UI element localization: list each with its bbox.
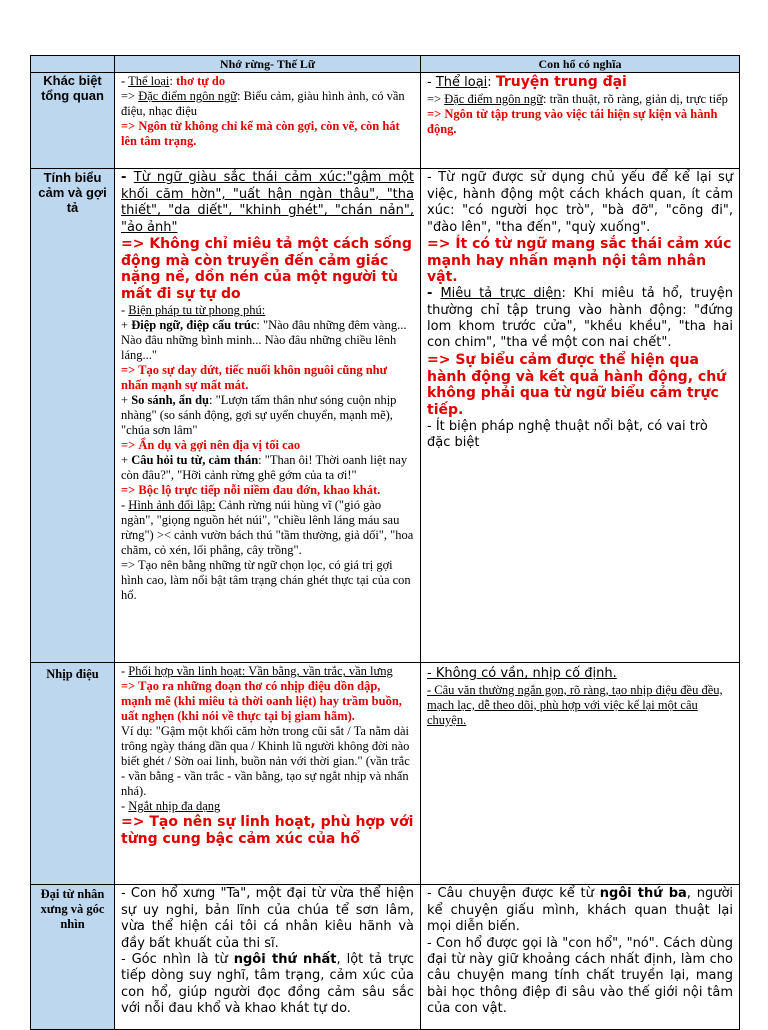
genre-value: Truyện trung đại <box>495 74 627 91</box>
body-text: : Khi miêu tả hổ, truyện thường chỉ tập trung vào hành động: "đứng lom khom trước cửa", "khều khều", "tha hai con chim", "tha về một con nai chết". <box>427 286 733 351</box>
body-text: : "Nào đâu những đêm vàng... Nào đâu những bình minh... Nào đâu những chiều lênh láng..." <box>121 318 407 363</box>
prefix: - <box>121 664 129 679</box>
expressiveness-left-cell <box>115 169 421 663</box>
genre-line-left <box>121 74 414 89</box>
no-rhyme-line: - Không có vần, nhịp cố định. <box>427 666 617 682</box>
heading-text: Biện pháp tu từ phong phú: <box>128 303 266 318</box>
style-prefix: => <box>121 89 139 104</box>
prefix: - <box>121 498 129 513</box>
header-col1: Nhớ rừng- Thế Lữ <box>115 56 421 73</box>
viewpoint-paragraph <box>121 952 414 1018</box>
style-value: : trần thuật, rõ ràng, giản dị, trực tiếp <box>543 92 728 107</box>
heading-text: Miêu tả trực diện <box>440 286 562 302</box>
repetition-conclusion: => Tạo sự day dứt, tiếc nuối khôn nguôi cũng như nhấn mạnh sự mất mát. <box>121 363 388 393</box>
overview-left-cell <box>115 73 421 169</box>
bold-term: Điệp ngữ, điệp cấu trúc <box>131 318 257 333</box>
body-text: Cảnh rừng núi hùng vĩ ("gió gào ngàn", "giọng nguồn hét núi", "chiều lênh láng máu sau rừng") >< cảnh vườn bách thú "tầm thường, giả dối", "hoa chăm, cỏ xén, lối phẳng, cây trồng". <box>121 498 414 558</box>
address-paragraph: - Con hổ được gọi là "con hổ", "nó". Cách dùng đại từ này giữ khoảng cách nhất định, làm cho câu chuyện mang tính chất truyền lại, mang bài học thông điệp đi sâu vào thế giới nội tâm của con vật. <box>427 935 733 1017</box>
narration-conclusion: => Ít có từ ngữ mang sắc thái cảm xúc mạnh hay nhấn mạnh nội tâm nhân vật. <box>427 235 732 286</box>
style-key: Đặc điểm ngôn ngữ <box>138 89 238 104</box>
narrator-paragraph <box>427 886 733 935</box>
prefix: + <box>121 453 132 468</box>
style-line-left <box>121 89 414 119</box>
prefix: + <box>121 318 132 333</box>
conclusion-right: => Ngôn từ tập trung vào việc tái hiện sự kiện và hành động. <box>427 107 718 137</box>
expressiveness-right-cell <box>421 169 740 663</box>
vocab-paragraph <box>121 170 414 236</box>
style-line-right <box>427 92 733 107</box>
sentence-rhythm-line: - Câu văn thường ngắn gọn, rõ ràng, tạo nhịp điệu đều đều, mạch lạc, dễ theo dõi, phù hợp với việc kể lại một câu chuyện. <box>427 682 723 727</box>
rhetorical-question-conclusion: => Bộc lộ trực tiếp nỗi niềm đau đớn, khao khát. <box>121 483 381 498</box>
conclusion-left: => Ngôn từ không chỉ kể mà còn gợi, còn vẽ, còn hát lên tâm trạng. <box>121 119 400 149</box>
heading-text: Ngắt nhịp đa dạng <box>128 799 221 814</box>
rhyme-conclusion: => Tạo ra những đoạn thơ có nhịp điệu dồn dập, mạnh mẽ (khi miêu tả thời oanh liệt) hay trầm buồn, uất nghẹn (khi nói về thực tại bị giam hãm). <box>121 679 402 724</box>
simile-paragraph <box>121 393 414 438</box>
prefix: + <box>121 393 132 408</box>
rhyme-paragraph <box>121 664 414 679</box>
row-overview <box>31 73 740 169</box>
prefix: - <box>121 303 129 318</box>
perspective-right-cell <box>421 885 740 1030</box>
repetition-paragraph <box>121 318 414 363</box>
style-key: Đặc điểm ngôn ngữ <box>444 92 544 107</box>
header-row <box>31 56 740 73</box>
row-expressiveness <box>31 169 740 663</box>
genre-value: thơ tự do <box>175 74 226 89</box>
perspective-left-cell <box>115 885 421 1030</box>
genre-sep: : <box>487 75 496 91</box>
bold-term: ngôi thứ ba <box>599 886 687 902</box>
rhythm-right-cell <box>421 663 740 885</box>
rhetoric-heading <box>121 303 414 318</box>
genre-sep: : <box>169 74 176 89</box>
heading-text: Phối hợp vần linh hoạt: Vần bằng, vần trắc, vần lưng <box>128 664 393 679</box>
body-text: : "Than ôi! Thời oanh liệt nay còn đâu?", "Hỡi cảnh rừng ghê gớm của ta ơi!" <box>121 453 408 483</box>
pre-text: - Câu chuyện được kể từ <box>427 886 600 902</box>
direct-description-conclusion: => Sự biểu cảm được thể hiện qua hành động và kết quả hành động, chứ không phải qua từ ngữ biểu cảm trực tiếp. <box>427 351 727 419</box>
row-label-rhythm: Nhịp điệu <box>31 663 115 885</box>
genre-key: Thể loại <box>128 74 170 89</box>
style-prefix: => <box>427 92 445 107</box>
row-label-perspective: Đại từ nhân xưng và góc nhìn <box>31 885 115 1030</box>
heading-text: Hình ảnh đối lập: <box>128 498 216 513</box>
art-devices-paragraph: - Ít biện pháp nghệ thuật nổi bật, có vai trò đặc biệt <box>427 418 708 451</box>
contrast-paragraph <box>121 498 414 558</box>
pause-paragraph <box>121 799 414 814</box>
row-label-overview: Khác biệt tổng quan <box>31 73 115 169</box>
pause-conclusion: => Tạo nên sự linh hoạt, phù hợp với từng cung bậc cảm xúc của hổ <box>121 814 414 848</box>
narration-paragraph: - Từ ngữ được sử dụng chủ yếu để kể lại sự việc, hành động một cách khách quan, ít cảm xúc: "có người học trò", "bà đỡ", "cõng đi", "đào lên", "tha đến", "quỳ xuống". <box>427 170 733 235</box>
simile-conclusion: => Ẩn dụ và gợi nên địa vị tối cao <box>121 438 301 453</box>
genre-key: Thể loại <box>435 75 488 91</box>
prefix: - <box>427 286 441 302</box>
pronoun-paragraph: - Con hổ xưng "Ta", một đại từ vừa thể hiện sự uy nghi, bản lĩnh của chúa tể sơn lâm, vừa thể hiện cái tôi cá nhân kiêu hãnh và đầy bất khuất của thi sĩ. <box>121 886 414 951</box>
comparison-table <box>30 55 740 1030</box>
prefix: - <box>121 799 129 814</box>
contrast-conclusion: => Tạo nên bằng những từ ngữ chọn lọc, có giá trị gợi hình cao, làm nổi bật tâm trạng chán ghét thực tại của con hổ. <box>121 558 411 603</box>
header-corner-cell <box>31 56 115 73</box>
vocab-text: Từ ngữ giàu sắc thái cảm xúc:"gậm một khối căm hờn", "uất hận ngàn thâu", "tha thiết", "da diết", "khinh ghét", "chán nản", "ảo ảnh" <box>121 170 414 235</box>
post-text: , người kể chuyện giấu mình, khách quan thuật lại mọi diễn biến. <box>427 886 734 935</box>
row-label-expressiveness: Tính biểu cảm và gợi tả <box>31 169 115 663</box>
header-col2: Con hổ có nghĩa <box>421 56 740 73</box>
rhyme-example: Ví dụ: "Gậm một khối căm hờn trong cũi sắt / Ta nằm dài trông ngày tháng dần qua / Khinh lũ người không đời nào biết ghét / Sờn oai linh, buồn nản với thời gian." (vần trắc - vần bằng - vần trắc - vần bằng, tạo sự ngắt nhịp và nhấn nhá). <box>121 724 410 799</box>
pre-text: - Góc nhìn là từ <box>121 951 234 967</box>
post-text: , lột tả trực tiếp dòng suy nghĩ, tâm trạng, cảm xúc của con hổ, giúp người đọc đồng cảm sâu sắc với nỗi đau khổ và khao khát tự do. <box>121 951 414 1017</box>
overview-right-cell <box>421 73 740 169</box>
rhythm-left-cell <box>115 663 421 885</box>
body-text: : "Lượn tấm thân như sóng cuộn nhịp nhàng" (so sánh động, gợi sự uyển chuyển, mạnh mẽ), "chúa sơn lâm" <box>121 393 397 438</box>
genre-line-right <box>427 74 733 92</box>
rhetorical-question-paragraph <box>121 453 414 483</box>
bold-term: So sánh, ẩn dụ <box>131 393 210 408</box>
genre-prefix: - <box>427 75 436 91</box>
genre-prefix: - <box>121 74 129 89</box>
bold-term: ngôi thứ nhất <box>233 951 337 967</box>
row-rhythm <box>31 663 740 885</box>
style-value: : Biểu cảm, giàu hình ảnh, có vần điệu, nhạc điệu <box>121 89 405 119</box>
direct-description-paragraph <box>427 286 733 352</box>
row-perspective <box>31 885 740 1030</box>
bold-term: Câu hỏi tu từ, cảm thán <box>131 453 259 468</box>
vocab-conclusion: => Không chỉ miêu tả một cách sống động mà còn truyền đến cảm giác nặng nề, dồn nén của một người tù mất đi sự tự do <box>121 235 412 303</box>
dash: - <box>121 170 134 186</box>
